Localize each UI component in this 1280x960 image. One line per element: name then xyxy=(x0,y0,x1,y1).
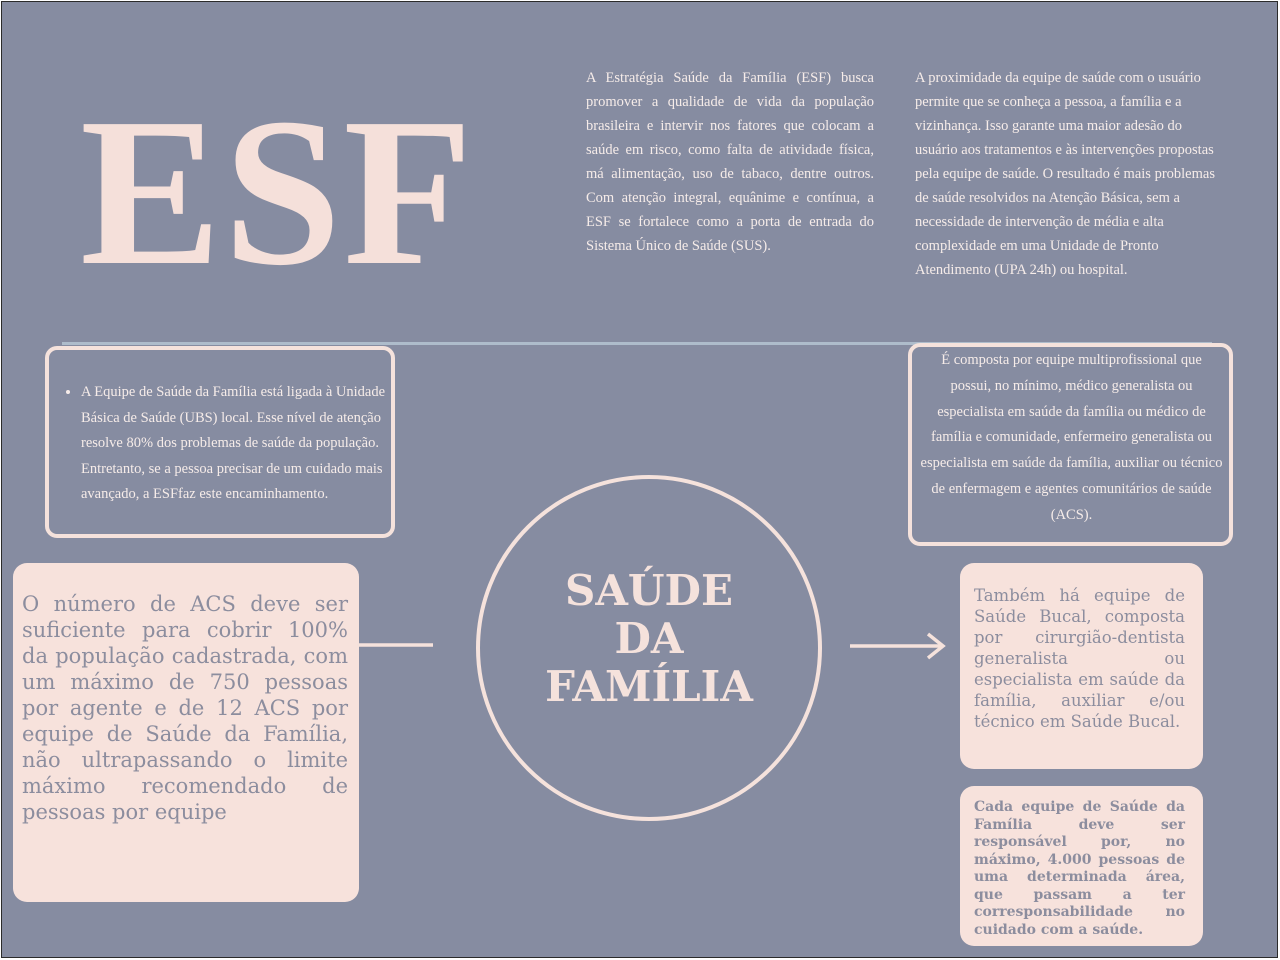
bucal-box xyxy=(960,563,1203,769)
acs-text: O número de ACS deve ser suficiente para cobrir 100% da população cadastrada, com um máximo de 750 pessoas por agente e de 12 ACS por equipe de Saúde da Família, não ultrapassando o limite máximo recomendado de pessoas por equipe xyxy=(22,592,348,824)
center-title xyxy=(476,567,822,711)
acs-box xyxy=(13,563,359,902)
team-box xyxy=(908,343,1233,546)
left-connector-line xyxy=(357,632,437,656)
team-text: É composta por equipe multiprofissional que possui, no mínimo, médico generalista ou especialista em saúde da família ou médico de família e comunidade, enfermeiro generalista ou especialista em saúde da família, auxiliar ou técnico de enfermagem e agentes comunitários de saúde (ACS). xyxy=(920,352,1223,523)
center-title-line-1: SAÚDE xyxy=(565,566,733,615)
right-arrow-icon xyxy=(848,630,952,664)
page-title: ESF xyxy=(80,74,475,309)
slide xyxy=(1,1,1278,958)
ubs-list xyxy=(49,380,395,508)
cada-box xyxy=(960,786,1203,946)
ubs-bullet: • A Equipe de Saúde da Família está ligada à Unidade Básica de Saúde (UBS) local. Esse nível de atenção resolve 80% dos problemas de saúde da população. Entretanto, se a pessoa precisar de um cuidado mais avançado, a ESFfaz este encaminhamento. xyxy=(81,380,395,508)
bucal-text: Também há equipe de Saúde Bucal, composta por cirurgião-dentista generalista ou especialista em saúde da família, auxiliar e/ou técnico em Saúde Bucal. xyxy=(974,586,1185,731)
proximity-paragraph: A proximidade da equipe de saúde com o usuário permite que se conheça a pessoa, a família e a vizinhança. Isso garante uma maior adesão do usuário aos tratamentos e às intervenções propostas pela equipe de saúde. O resultado é mais problemas de saúde resolvidos na Atenção Básica, sem a necessidade de intervenção de média e alta complexidade em uma Unidade de Pronto Atendimento (UPA 24h) ou hospital. xyxy=(915,70,1215,278)
intro-paragraph: A Estratégia Saúde da Família (ESF) busca promover a qualidade de vida da população brasileira e intervir nos fatores que colocam a saúde em risco, como falta de atividade física, má alimentação, uso de tabaco, dentre outros. Com atenção integral, equânime e contínua, a ESF se fortalece como a porta de entrada do Sistema Único de Saúde (SUS). xyxy=(586,70,874,254)
center-title-line-2: DA xyxy=(614,614,684,663)
ubs-box xyxy=(45,346,395,538)
cada-text: Cada equipe de Saúde da Família deve ser responsável por, no máximo, 4.000 pessoas de uma determinada área, que passam a ter corresponsabilidade no cuidado com a saúde. xyxy=(974,799,1185,938)
center-title-line-3: FAMÍLIA xyxy=(545,662,753,711)
